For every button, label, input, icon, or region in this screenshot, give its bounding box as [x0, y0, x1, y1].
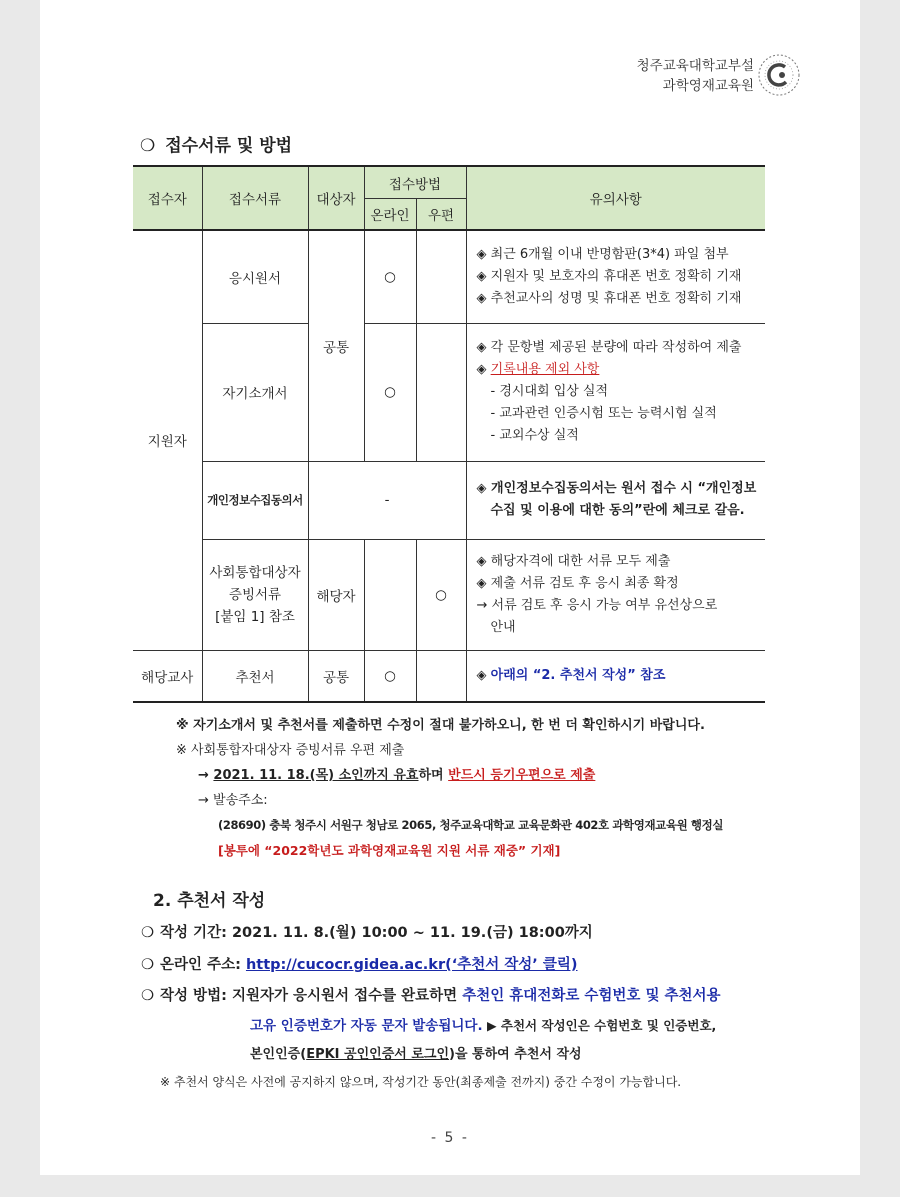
document-line: [붙임 1] 참조 — [215, 608, 295, 625]
arrow-icon: → — [198, 768, 214, 783]
note-line: 수집 및 이용에 대한 동의”란에 체크로 갈음. — [490, 503, 745, 518]
note-subline: - 교과관련 인증시험 또는 능력시험 실적 — [490, 406, 717, 421]
cell-document — [202, 539, 308, 650]
note-line: → 서류 검토 후 응시 가능 여부 유선상으로 — [476, 597, 718, 613]
header-method: 접수방법 — [364, 166, 466, 199]
cell-target: 공통 — [308, 650, 364, 702]
note-line: 안내 — [490, 619, 516, 635]
item-method — [141, 984, 721, 1005]
cell-document: 응시원서 — [202, 230, 308, 323]
document-line: 증빙서류 — [228, 586, 282, 603]
section-bullet-icon: ❍ — [141, 957, 154, 973]
note-line: ◈ 제출 서류 검토 후 응시 최종 확정 — [476, 575, 679, 591]
note-line — [477, 665, 760, 687]
cell-post — [416, 230, 466, 323]
table-row — [133, 323, 765, 461]
note-line: ◈ 추천교사의 성명 및 휴대폰 번호 정확히 기재 — [476, 290, 742, 306]
cell-target: 공통 — [308, 230, 364, 461]
page-number: - 5 - — [431, 1130, 469, 1146]
table-row — [133, 230, 765, 323]
cell-notes — [466, 323, 765, 461]
method-text: )을 통하여 추천서 작성 — [449, 1047, 582, 1062]
cell-post: ○ — [416, 539, 466, 650]
registered-mail-text: 반드시 등기우편으로 제출 — [448, 768, 596, 783]
note-address-label: → 발송주소: — [198, 793, 268, 808]
note-deadline — [176, 763, 723, 788]
section-title-recommendation: 2. 추천서 작성 — [153, 891, 266, 911]
cell-post — [416, 650, 466, 702]
cell-post — [416, 323, 466, 461]
section-bullet-icon: ❍ — [141, 925, 154, 941]
note-bullet: ◈ — [476, 362, 491, 377]
address-label: 온라인 주소: — [160, 957, 246, 973]
method-highlight: 고유 인증번호가 자동 문자 발송됩니다. — [250, 1018, 483, 1034]
note-line: ◈ 지원자 및 보호자의 휴대폰 번호 정확히 기재 — [476, 268, 742, 284]
cell-document: 개인정보수집동의서 — [202, 461, 308, 539]
cell-notes — [466, 539, 765, 650]
table-row — [133, 539, 765, 650]
note-line: ◈ 개인정보수집동의서는 원서 접수 시 “개인정보 — [476, 481, 757, 496]
cell-online — [364, 539, 416, 650]
cell-method: - — [308, 461, 466, 539]
item-address — [141, 953, 578, 974]
note-line: ◈ 최근 6개월 이내 반명함판(3*4) 파일 첨부 — [476, 246, 729, 262]
note-highlight: 기록내용 제외 사항 — [490, 362, 600, 377]
header-document: 접수서류 — [202, 166, 308, 230]
method-highlight: 추천인 휴대전화로 수험번호 및 추천서용 — [462, 988, 721, 1004]
note-bullet: ◈ — [476, 667, 491, 683]
cell-document: 추천서 — [202, 650, 308, 702]
section-title-documents — [140, 131, 292, 156]
header-online: 온라인 — [364, 199, 416, 231]
note-line: ◈ 해당자격에 대한 서류 모두 제출 — [476, 553, 671, 569]
institution-header — [637, 56, 754, 96]
note-line: ◈ 각 문항별 제공된 분량에 따라 작성하여 제출 — [476, 340, 742, 355]
submission-notes — [176, 713, 723, 863]
cell-receiver: 해당교사 — [133, 650, 202, 702]
cell-target: 해당자 — [308, 539, 364, 650]
recommendation-link[interactable]: http://cucocr.gidea.ac.kr(‘추천서 작성’ 클릭) — [245, 957, 578, 973]
table-row — [133, 650, 765, 702]
note-no-edit: ※ 자기소개서 및 추천서를 제출하면 수정이 절대 불가하오니, 한 번 더 확인하시기 바랍니다. — [176, 718, 705, 733]
cell-online: ○ — [364, 650, 416, 702]
cell-receiver: 지원자 — [133, 230, 202, 650]
documents-table — [133, 165, 765, 703]
document-page — [40, 0, 860, 1175]
item-method-line-2 — [250, 1014, 716, 1034]
cell-online: ○ — [364, 323, 416, 461]
item-period — [141, 921, 593, 942]
note-envelope: [봉투에 “2022학년도 과학영재교육원 지원 서류 재중” 기재] — [218, 843, 561, 858]
note-reference: 아래의 “2. 추천서 작성” 참조 — [490, 667, 666, 683]
header-receiver: 접수자 — [133, 166, 202, 230]
note-social: ※ 사회통합자대상자 증빙서류 우편 제출 — [176, 743, 405, 758]
header-line-1: 청주교육대학교부설 — [636, 58, 754, 74]
method-label: 작성 방법: — [160, 988, 232, 1004]
note-subline: - 경시대회 입상 실적 — [490, 384, 609, 399]
note-subline: - 교외수상 실적 — [490, 428, 579, 443]
method-text: ▶ 추천서 작성인은 수험번호 및 인증번호, — [482, 1018, 717, 1033]
period-label: 작성 기간: — [160, 925, 232, 941]
cell-notes — [466, 461, 765, 539]
method-text: 본인인증( — [250, 1047, 307, 1062]
header-target: 대상자 — [308, 166, 364, 230]
cell-document: 자기소개서 — [202, 323, 308, 461]
note-text: 하며 — [418, 768, 449, 783]
table-row — [133, 461, 765, 539]
header-line-2: 과학영재교육원 — [662, 78, 754, 94]
document-line: 사회통합대상자 — [209, 564, 301, 581]
header-notes: 유의사항 — [466, 166, 765, 230]
cell-notes — [466, 230, 765, 323]
section-bullet-icon: ❍ — [141, 988, 154, 1004]
header-post: 우편 — [416, 199, 466, 231]
section-bullet-icon: ❍ — [140, 136, 156, 156]
cell-online: ○ — [364, 230, 416, 323]
epki-login-text: EPKI 공인인증서 로그인 — [306, 1047, 450, 1062]
deadline-text: 2021. 11. 18.(목) 소인까지 유효 — [213, 768, 419, 783]
note-line — [477, 359, 760, 381]
method-text: 지원자가 응시원서 접수를 완료하면 — [231, 988, 463, 1004]
section-title-text: 접수서류 및 방법 — [165, 136, 293, 156]
cell-notes — [466, 650, 765, 702]
institution-logo-icon — [756, 52, 802, 98]
note-address: (28690) 충북 청주시 서원구 청남로 2065, 청주교육대학교 교육문화관 402호 과학영재교육원 행정실 — [218, 818, 724, 832]
period-value: 2021. 11. 8.(월) 10:00 ~ 11. 19.(금) 18:00까지 — [231, 925, 593, 941]
recommendation-footnote: ※ 추천서 양식은 사전에 공지하지 않으며, 작성기간 동안(최종제출 전까지) 중간 수정이 가능합니다. — [160, 1075, 682, 1089]
item-method-line-3 — [250, 1043, 582, 1062]
